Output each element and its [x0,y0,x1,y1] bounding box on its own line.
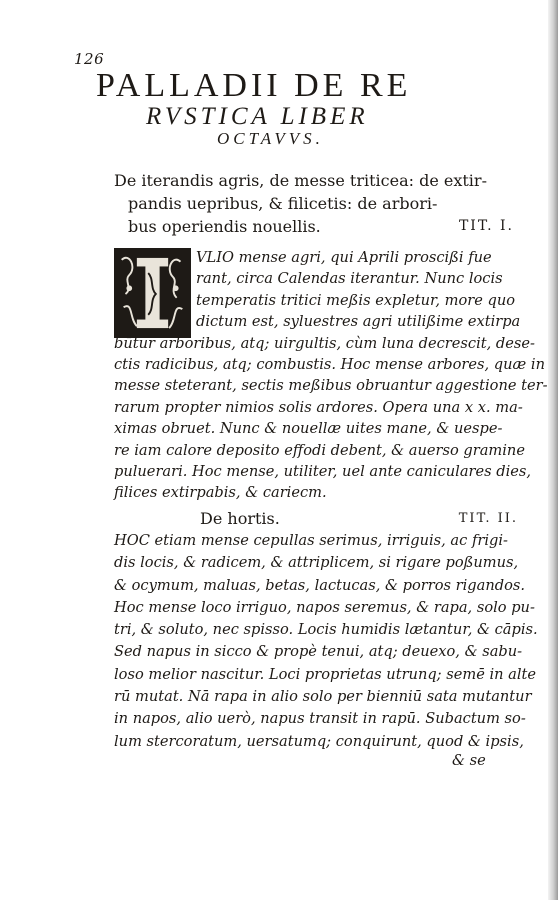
text-line: filices extirpabis, & cariecm. [114,484,327,502]
text-line: Hoc mense loco irriguo, napos seremus, & rapa, solo pu- [114,598,535,616]
chapter-heading-line-text: bus operiendis nouellis. [128,217,321,236]
text-line: dictum est, syluestres agri utilißime extirpa [196,313,521,331]
section-title-number: TIT. II. [458,511,518,526]
text-line: messe steterant, sectis meßibus obruantur aggestione ter- [114,377,548,395]
text-line: būtur arboribus, atq; uirgultis, cùm luna decrescit, dese- [114,334,535,352]
chapter-heading-line: pandis uepribus, & filicetis: de arbori- [128,194,438,213]
chapter-title-number: TIT. I. [458,218,514,234]
text-line: tri, & soluto, nec spisso. Locis humidis lætantur, & cāpis. [114,621,538,639]
running-subtitle-book: OCTAVVS. [217,129,324,148]
text-line: VLIO mense agri, qui Aprili proscißi fue [196,249,492,266]
chapter-heading [114,169,514,238]
text-line: ctis radicibus, atq; combustis. Hoc mense arbores, quæ in [114,356,545,374]
text-line: Sed napus in sicco & propè tenui, atq; deuexo, & sabu- [114,643,523,661]
section-heading [200,508,518,530]
text-line: puluerari. Hoc mense, utiliter, uel ante caniculares dies, [114,463,532,481]
chapter-text [114,247,548,504]
text-line: rarum propter nimios solis ardores. Opera una x x. ma- [114,398,523,416]
page-spine-shadow [548,0,558,900]
text-line: in napos, alio uerò, napus transit in rapū. Subactum so- [114,710,526,728]
section-heading-text: De hortis. [200,509,280,528]
chapter-heading-line [114,215,514,238]
text-line: dis locis, & radicem, & attriplicem, si rigare poßumus, [114,554,519,572]
text-line: ximas obruet. Nunc & nouellæ uites mane, & uespe- [114,420,503,438]
text-line: temperatis tritici meßis expletur, more quo [196,291,516,309]
section-text [114,530,538,753]
running-title: PALLADII DE RE [96,67,412,104]
chapter-heading-line: De iterandis agris, de messe triticea: de extir- [114,171,487,190]
text-line: lum stercoratum, uersatumq; conquirunt, quod & ipsis, [114,732,524,750]
running-subtitle: RVSTICA LIBER [146,103,369,130]
catchword: & se [452,752,486,769]
text-line: HOC etiam mense cepullas serimus, irriguis, ac frigi- [114,532,508,549]
text-line: & ocymum, maluas, betas, lactucas, & porros rigandos. [114,576,525,594]
page-number: 126 [74,50,105,68]
text-line: rū mutat. Nā rapa in alio solo per bienniū sata mutantur [114,688,532,706]
text-line: re iam calore deposito effodi debent, & auerso gramine [114,441,525,459]
text-line: loso melior nascitur. Loci proprietas utrunq; semē in alte [114,665,537,683]
text-line: rant, circa Calendas iterantur. Nunc locis [196,270,503,288]
